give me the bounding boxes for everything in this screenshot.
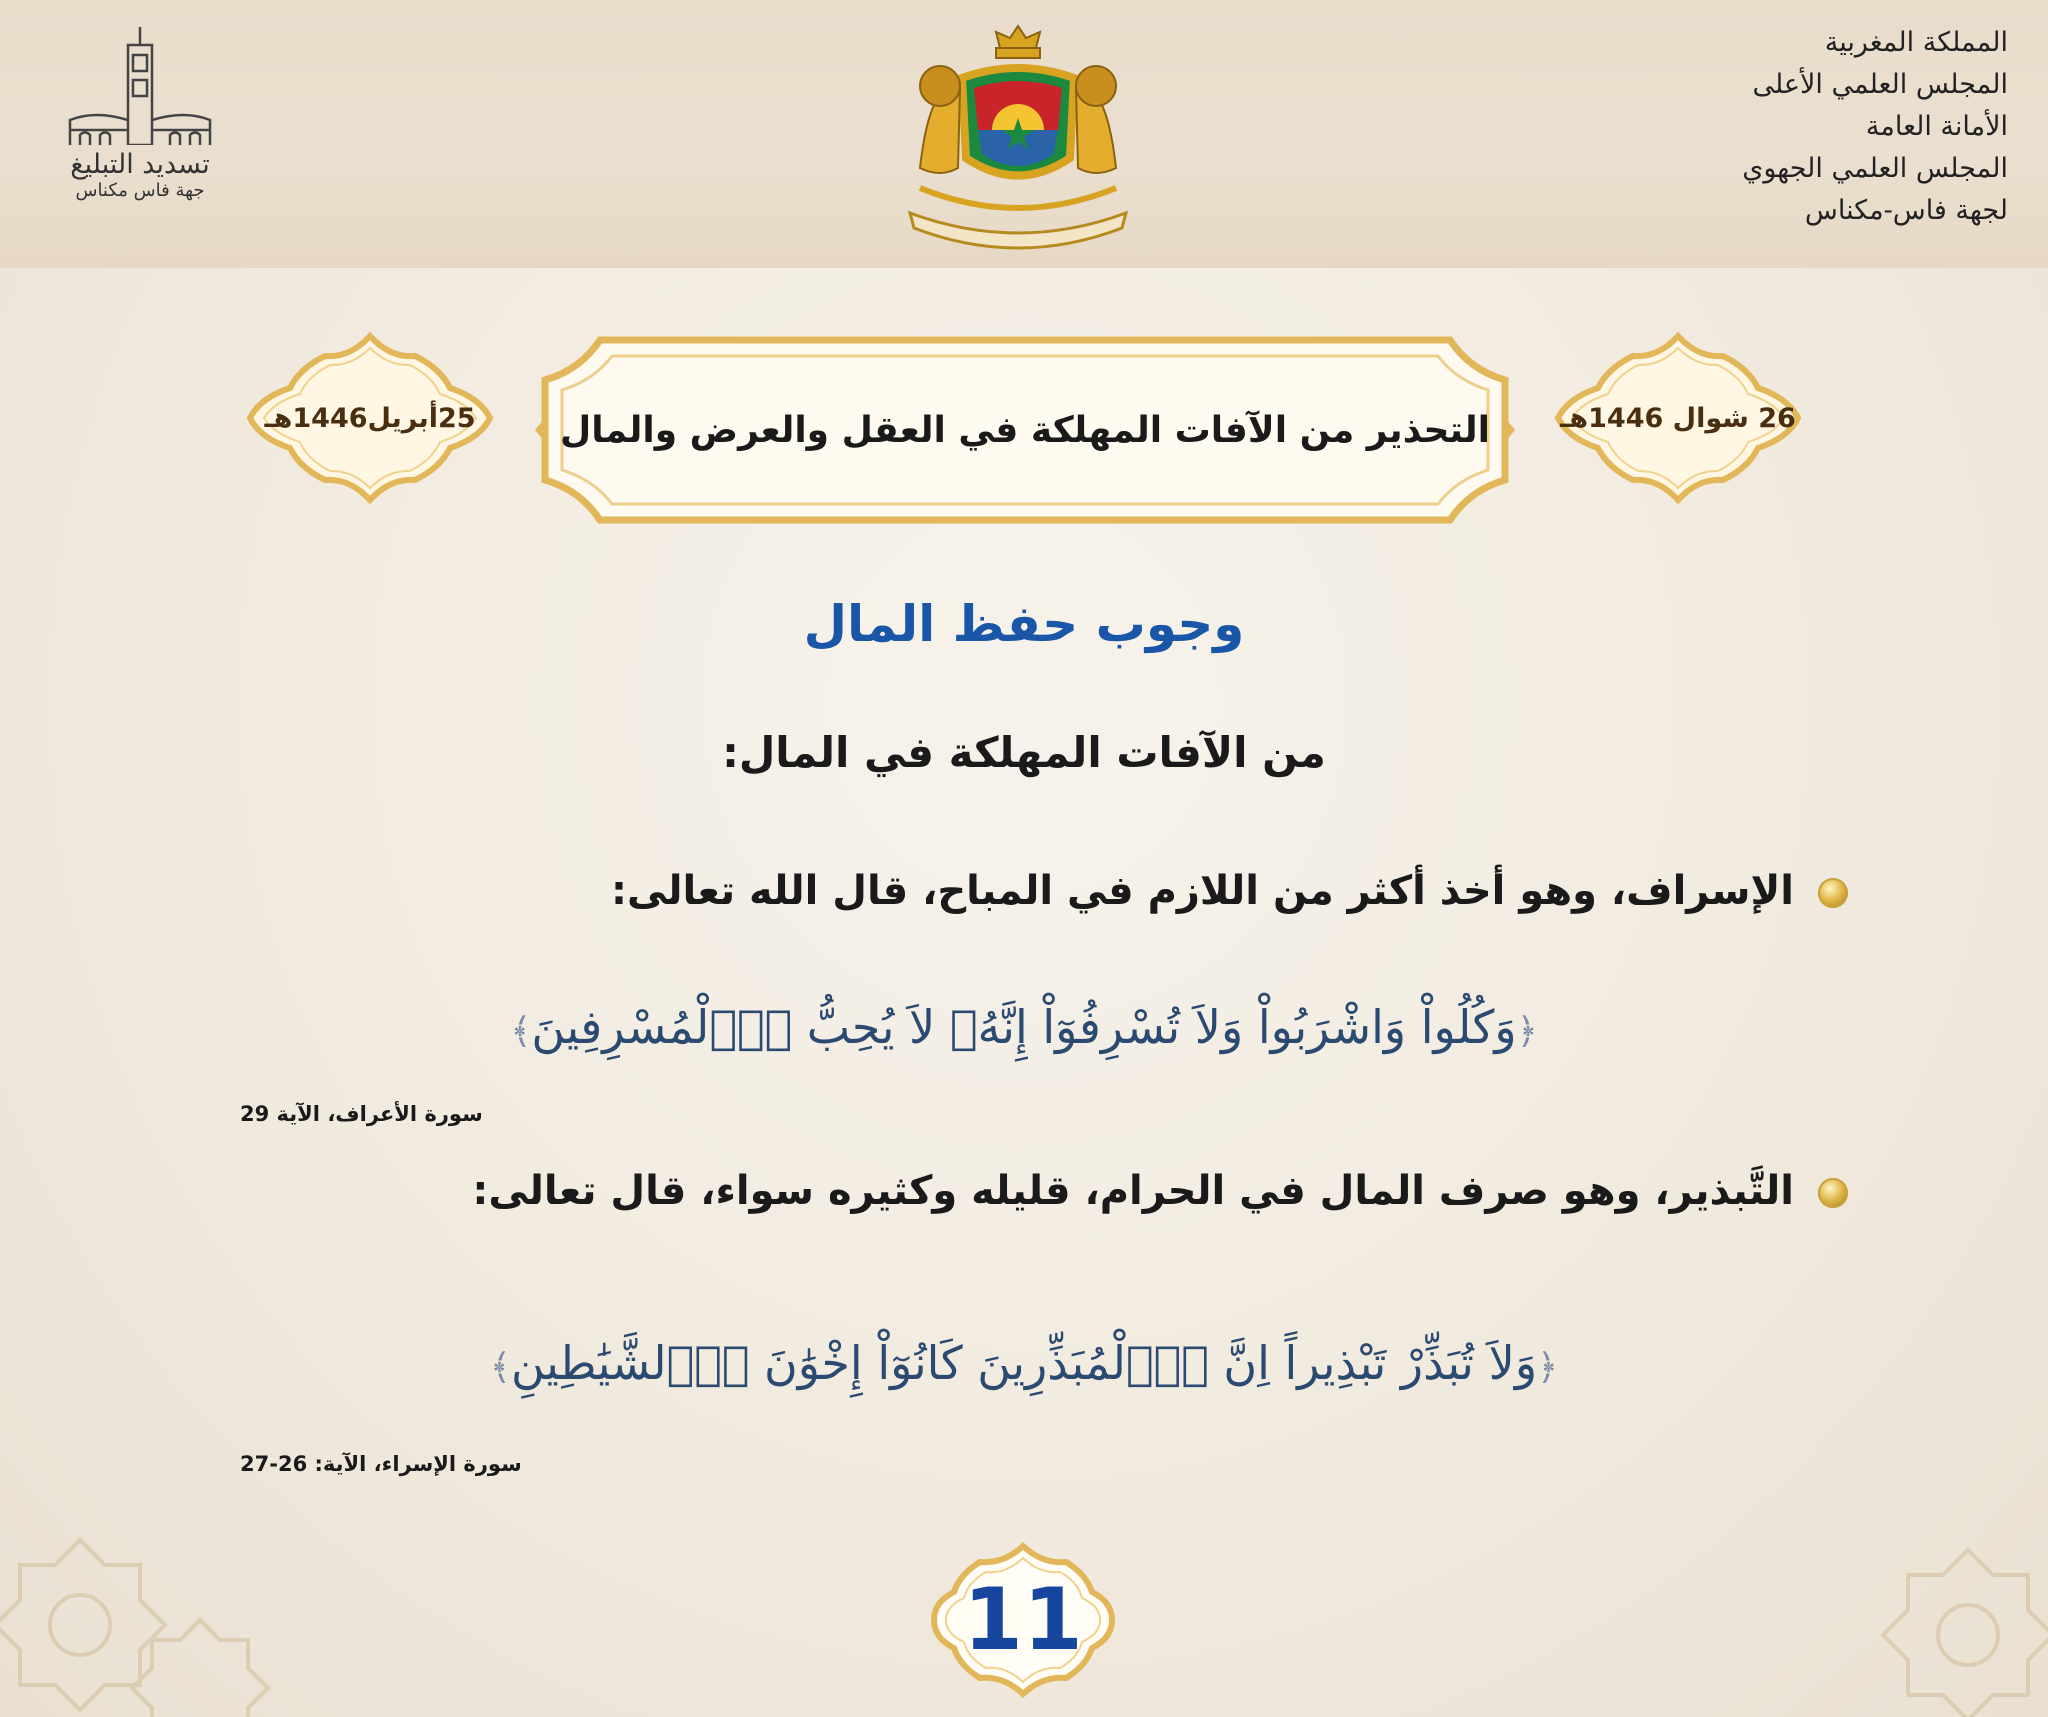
point-item [248,868,1848,914]
verse-bracket-open: ﴿ [1537,1347,1559,1388]
header-line: الأمانة العامة [1865,111,2008,142]
verse-bracket-close: ﴾ [510,1011,532,1052]
quran-verse [0,1336,2048,1390]
gregorian-date-badge [240,328,500,508]
verse-bracket-close: ﴾ [489,1347,511,1388]
point-text: الإسراف، وهو أخذ أكثر من اللازم في المباح، قال الله تعالى: [611,868,1794,914]
verse-bracket-open: ﴿ [1516,1011,1538,1052]
header-line: المملكة المغربية [1824,27,2008,58]
verse-text: وَلاَ تُبَذِّرْ تَبْذِيراً اِنَّ اَ۬لْمُبَذِّرِينَ كَانُوٓاْ إِخْوَٰنَ اَ۬لشَّيَٰطِينِ [510,1336,1538,1390]
coat-of-arms-icon [900,18,1136,250]
corner-ornament-icon [1760,1430,2048,1717]
verse-text: وَكُلُواْ وَاشْرَبُواْ وَلاَ تُسْرِفُوٓاْ إِنَّهُۥ لاَ يُحِبُّ اُ۬لْمُسْرِفِينَ [531,1000,1517,1054]
banner-title: التحذير من الآفات المهلكة في العقل والعرض والمال [560,409,1490,451]
header-line: المجلس العلمي الأعلى [1752,69,2008,100]
page-number-badge [930,1540,1116,1700]
gold-bullet-icon [1818,878,1848,908]
verse-reference: سورة الأعراف، الآية 29 [240,1102,483,1126]
header-line: المجلس العلمي الجهوي [1742,153,2008,184]
title-banner [530,330,1520,530]
page-number: 11 [963,1570,1083,1670]
verse-reference: سورة الإسراء، الآية: 26-27 [240,1452,522,1476]
gold-bullet-icon [1818,1178,1848,1208]
logo-region: جهة فاس مكناس [75,180,205,201]
subheading: من الآفات المهلكة في المال: [722,728,1326,777]
point-text: التَّبذير، وهو صرف المال في الحرام، قليله وكثيره سواء، قال تعالى: [472,1168,1794,1214]
gregorian-date: 25أبريل1446هـ [264,402,476,434]
quran-verse [0,1000,2048,1054]
tasdid-logo [55,25,225,225]
logo-title: تسديد التبليغ [70,149,210,180]
header-line: لجهة فاس-مكناس [1804,195,2008,226]
institution-header [1688,22,2008,232]
hijri-date-badge [1548,328,1808,508]
point-item [248,1168,1848,1214]
mosque-icon [65,25,215,145]
hijri-date: 26 شوال 1446هـ [1560,402,1796,434]
section-title: وجوب حفظ المال [803,595,1245,653]
